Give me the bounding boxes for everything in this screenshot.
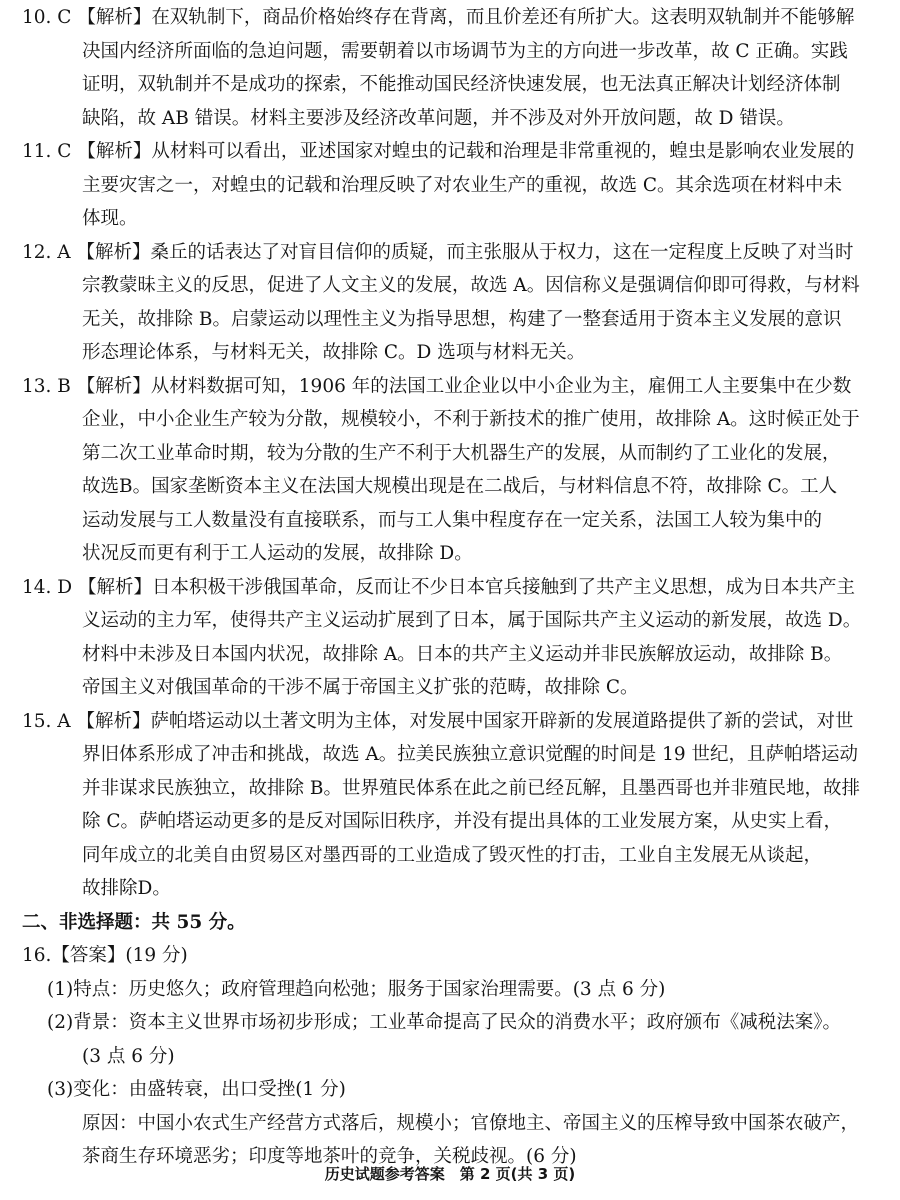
q12-line-3: 无关，故排除 B。启蒙运动以理性主义为指导思想，构建了一整套适用于资本主义发展的意识 (82, 308, 842, 330)
q14-line-1: 14. D 【解析】日本积极干涉俄国革命，反而让不少日本官兵接触到了共产主义思想，成为日本共产主 (22, 576, 856, 598)
section-heading: 二、非选择题：共 55 分。 (22, 911, 246, 933)
page-footer: 历史试题参考答案 第 2 页(共 3 页) (324, 1165, 576, 1183)
q13-line-1: 13. B 【解析】从材料数据可知，1906 年的法国工业企业以中小企业为主，雇佣工人主要集中在少数 (22, 375, 852, 397)
q16-part-1: (1)特点：历史悠久；政府管理趋向松弛；服务于国家治理需要。(3 点 6 分) (47, 978, 666, 1000)
q14-line-3: 材料中未涉及日本国内状况，故排除 A。日本的共产主义运动并非民族解放运动，故排除 B。 (82, 643, 843, 665)
q11-line-1: 11. C 【解析】从材料可以看出，亚述国家对蝗虫的记载和治理是非常重视的，蝗虫是影响农业发展的 (22, 141, 855, 162)
q15-line-4: 除 C。萨帕塔运动更多的是反对国际旧秩序，并没有提出具体的工业发展方案，从史实上看， (82, 811, 843, 832)
q12-line-4: 形态理论体系，与材料无关，故排除 C。D 选项与材料无关。 (82, 342, 586, 363)
q13-line-5: 运动发展与工人数量没有直接联系，而与工人集中程度存在一定关系，法国工人较为集中的 (82, 509, 823, 531)
q10-line-4: 缺陷，故 AB 错误。材料主要涉及经济改革问题，并不涉及对外开放问题，故 D 错误。 (82, 107, 795, 129)
q10-line-1: 10. C 【解析】在双轨制下，商品价格始终存在背离，而且价差还有所扩大。这表明双轨制并不能够解 (22, 7, 855, 28)
q13-line-2: 企业，中小企业生产较为分散，规模较小，不利于新技术的推广使用，故排除 A。这时候正处于 (82, 409, 860, 430)
q11-line-3: 体现。 (82, 208, 138, 229)
q10-line-2: 决国内经济所面临的急迫问题，需要朝着以市场调节为主的方向进一步改革，故 C 正确。实践 (82, 40, 848, 62)
q15-line-6: 故排除D。 (82, 878, 171, 899)
q15-line-3: 并非谋求民族独立，故排除 B。世界殖民体系在此之前已经瓦解，且墨西哥也并非殖民地，故排 (82, 777, 860, 799)
q15-line-5: 同年成立的北美自由贸易区对墨西哥的工业造成了毁灭性的打击，工业自主发展无从谈起， (82, 844, 823, 866)
q13-line-3: 第二次工业革命时期，较为分散的生产不利于大机器生产的发展，从而制约了工业化的发展， (82, 442, 841, 464)
q15-line-2: 界旧体系形成了冲击和挑战，故选 A。拉美民族独立意识觉醒的时间是 19 世纪，且萨帕塔运动 (82, 744, 859, 765)
q15-line-1: 15. A 【解析】萨帕塔运动以土著文明为主体，对发展中国家开辟新的发展道路提供了新的尝试，对世 (22, 710, 854, 732)
q14-line-4: 帝国主义对俄国革命的干涉不属于帝国主义扩张的范畴，故排除 C。 (82, 677, 639, 698)
q13-line-6: 状况反而更有利于工人运动的发展，故排除 D。 (82, 543, 473, 564)
q16-part-3-line-3: 茶商生存环境恶劣；印度等地茶叶的竞争，关税歧视。(6 分) (82, 1146, 577, 1167)
q16-heading: 16.【答案】(19 分) (22, 945, 188, 966)
q12-line-2: 宗教蒙昧主义的反思，促进了人文主义的发展，故选 A。因信称义是强调信仰即可得救，与材料 (82, 275, 860, 296)
q16-part-2-line-1: (2)背景：资本主义世界市场初步形成；工业革命提高了民众的消费水平；政府颁布《减税法案》。 (47, 1012, 841, 1033)
q13-line-4: 故选B。国家垄断资本主义在法国大规模出现是在二战后，与材料信息不符，故排除 C。工人 (82, 476, 838, 497)
q16-part-2-line-2: (3 点 6 分) (82, 1045, 175, 1067)
q16-part-3-line-1: (3)变化：由盛转衰，出口受挫(1 分) (47, 1079, 346, 1100)
q14-line-2: 义运动的主力军，使得共产主义运动扩展到了日本，属于国际共产主义运动的新发展，故选 D。 (82, 610, 862, 631)
q10-line-3: 证明，双轨制并不是成功的探索，不能推动国民经济快速发展，也无法真正解决计划经济体制 (82, 74, 841, 95)
q11-line-2: 主要灾害之一，对蝗虫的记载和治理反映了对农业生产的重视，故选 C。其余选项在材料中未 (82, 174, 843, 196)
q12-line-1: 12. A 【解析】桑丘的话表达了对盲目信仰的质疑，而主张服从于权力，这在一定程度上反映了对当时 (22, 241, 854, 263)
q16-part-3-line-2: 原因：中国小农式生产经营方式落后，规模小；官僚地主、帝国主义的压榨导致中国茶农破产， (82, 1112, 860, 1134)
